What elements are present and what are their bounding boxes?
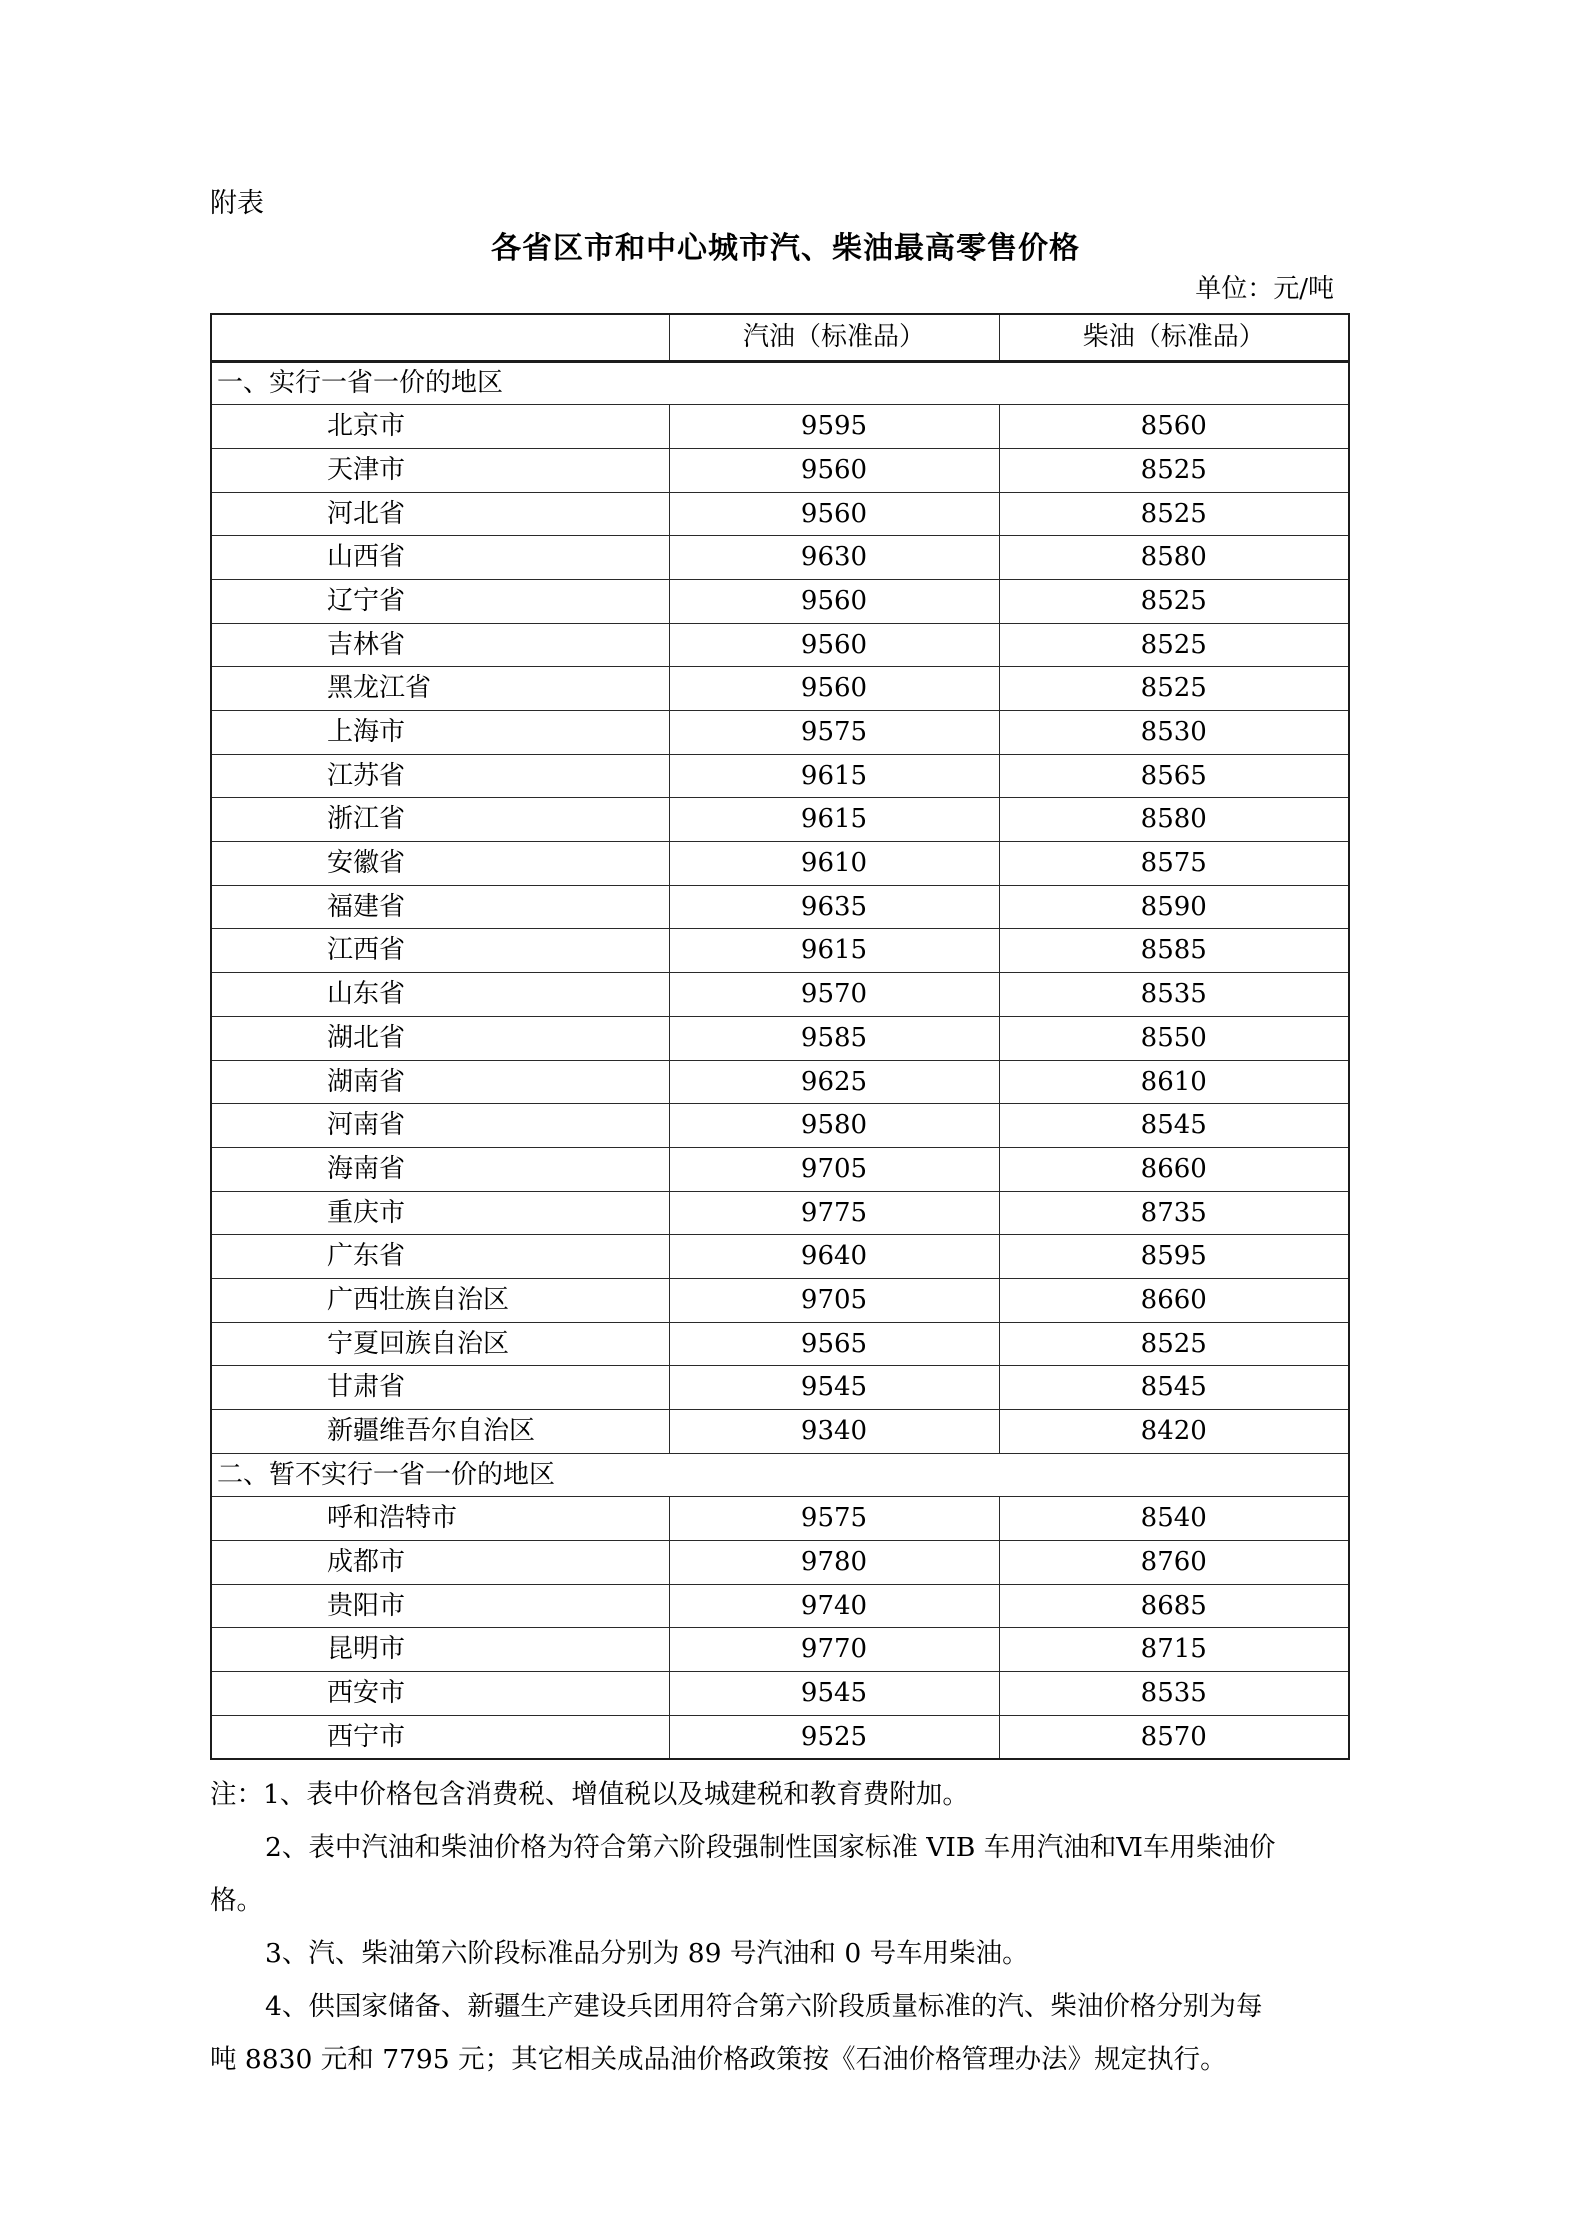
diesel-price-cell: 8580: [999, 798, 1349, 842]
table-row: [211, 1278, 1349, 1322]
diesel-price-cell: 8525: [999, 579, 1349, 623]
diesel-price-cell: 8585: [999, 929, 1349, 973]
price-table-body: [211, 361, 1349, 1759]
diesel-price-cell: 8525: [999, 623, 1349, 667]
note-line: 4、供国家储备、新疆生产建设兵团用符合第六阶段质量标准的汽、柴油价格分别为每: [265, 1991, 1263, 2022]
diesel-price-cell: 8540: [999, 1497, 1349, 1541]
diesel-price-cell: 8525: [999, 667, 1349, 711]
note-line: 注：1、表中价格包含消费税、增值税以及城建税和教育费附加。: [210, 1779, 969, 1810]
diesel-price-cell: 8735: [999, 1191, 1349, 1235]
region-cell: 浙江省: [211, 798, 669, 842]
table-row: [211, 1410, 1349, 1454]
diesel-price-cell: 8545: [999, 1366, 1349, 1410]
gasoline-price-cell: 9615: [669, 754, 999, 798]
diesel-price-cell: 8545: [999, 1104, 1349, 1148]
notes: [210, 1768, 1460, 2086]
page-title: 各省区市和中心城市汽、柴油最高零售价格: [491, 231, 1080, 266]
gasoline-price-cell: 9770: [669, 1628, 999, 1672]
table-row: [211, 929, 1349, 973]
diesel-price-cell: 8525: [999, 492, 1349, 536]
region-cell: 上海市: [211, 711, 669, 755]
region-cell: 北京市: [211, 405, 669, 449]
section-header: 二、暂不实行一省一价的地区: [211, 1453, 1349, 1497]
note-line: 格。: [210, 1885, 263, 1916]
table-row: [211, 885, 1349, 929]
region-cell: 安徽省: [211, 842, 669, 886]
table-row: [211, 973, 1349, 1017]
diesel-price-cell: 8570: [999, 1715, 1349, 1759]
gasoline-price-cell: 9525: [669, 1715, 999, 1759]
region-cell: 湖北省: [211, 1016, 669, 1060]
gasoline-price-cell: 9585: [669, 1016, 999, 1060]
region-cell: 甘肃省: [211, 1366, 669, 1410]
table-row: [211, 842, 1349, 886]
appendix-label: 附表: [210, 188, 264, 219]
gasoline-price-cell: 9560: [669, 579, 999, 623]
region-cell: 重庆市: [211, 1191, 669, 1235]
gasoline-price-cell: 9615: [669, 798, 999, 842]
table-row: [211, 1104, 1349, 1148]
region-cell: 新疆维吾尔自治区: [211, 1410, 669, 1454]
gasoline-price-cell: 9560: [669, 448, 999, 492]
table-row: [211, 1628, 1349, 1672]
gasoline-price-cell: 9595: [669, 405, 999, 449]
table-row: [211, 667, 1349, 711]
region-cell: 山东省: [211, 973, 669, 1017]
diesel-price-cell: 8660: [999, 1147, 1349, 1191]
gasoline-price-cell: 9545: [669, 1366, 999, 1410]
diesel-price-cell: 8595: [999, 1235, 1349, 1279]
table-row: [211, 754, 1349, 798]
diesel-price-cell: 8715: [999, 1628, 1349, 1672]
diesel-price-cell: 8535: [999, 973, 1349, 1017]
gasoline-price-cell: 9560: [669, 623, 999, 667]
gasoline-price-cell: 9560: [669, 492, 999, 536]
gasoline-price-cell: 9545: [669, 1672, 999, 1716]
table-row: [211, 1016, 1349, 1060]
table-row: [211, 711, 1349, 755]
table-row: [211, 1366, 1349, 1410]
diesel-price-cell: 8525: [999, 1322, 1349, 1366]
table-row: [211, 492, 1349, 536]
section-header: 一、实行一省一价的地区: [211, 361, 1349, 405]
diesel-price-cell: 8535: [999, 1672, 1349, 1716]
gasoline-price-cell: 9575: [669, 711, 999, 755]
note-line: 2、表中汽油和柴油价格为符合第六阶段强制性国家标准 VIB 车用汽油和Ⅵ车用柴油价: [265, 1832, 1276, 1863]
region-cell: 河北省: [211, 492, 669, 536]
table-row: [211, 1322, 1349, 1366]
note-line: 吨 8830 元和 7795 元；其它相关成品油价格政策按《石油价格管理办法》规定执行。: [210, 2044, 1227, 2075]
gasoline-price-cell: 9775: [669, 1191, 999, 1235]
diesel-price-cell: 8550: [999, 1016, 1349, 1060]
region-cell: 昆明市: [211, 1628, 669, 1672]
diesel-price-cell: 8575: [999, 842, 1349, 886]
region-cell: 江西省: [211, 929, 669, 973]
diesel-price-cell: 8560: [999, 405, 1349, 449]
diesel-price-cell: 8660: [999, 1278, 1349, 1322]
table-row: [211, 798, 1349, 842]
gasoline-price-cell: 9610: [669, 842, 999, 886]
region-cell: 黑龙江省: [211, 667, 669, 711]
diesel-price-cell: 8420: [999, 1410, 1349, 1454]
region-cell: 吉林省: [211, 623, 669, 667]
table-row: [211, 536, 1349, 580]
table-row: [211, 1147, 1349, 1191]
region-cell: 广西壮族自治区: [211, 1278, 669, 1322]
table-row: [211, 1672, 1349, 1716]
table-row: [211, 1191, 1349, 1235]
region-cell: 贵阳市: [211, 1584, 669, 1628]
region-cell: 西宁市: [211, 1715, 669, 1759]
header-row: [211, 314, 1349, 361]
gasoline-price-cell: 9630: [669, 536, 999, 580]
table-row: [211, 1235, 1349, 1279]
note-line: 3、汽、柴油第六阶段标准品分别为 89 号汽油和 0 号车用柴油。: [265, 1938, 1029, 1969]
table-row: [211, 448, 1349, 492]
diesel-price-cell: 8580: [999, 536, 1349, 580]
gasoline-price-cell: 9570: [669, 973, 999, 1017]
table-row: [211, 405, 1349, 449]
table-row: [211, 1584, 1349, 1628]
diesel-price-cell: 8685: [999, 1584, 1349, 1628]
gasoline-price-cell: 9705: [669, 1147, 999, 1191]
table-row: [211, 1497, 1349, 1541]
diesel-price-cell: 8760: [999, 1541, 1349, 1585]
region-cell: 山西省: [211, 536, 669, 580]
price-table: [210, 313, 1350, 1760]
diesel-price-cell: 8525: [999, 448, 1349, 492]
region-cell: 宁夏回族自治区: [211, 1322, 669, 1366]
region-cell: 广东省: [211, 1235, 669, 1279]
gasoline-column-header: 汽油（标准品）: [669, 314, 999, 361]
unit-label: 单位：元/吨: [1195, 274, 1334, 304]
gasoline-price-cell: 9560: [669, 667, 999, 711]
region-cell: 辽宁省: [211, 579, 669, 623]
region-cell: 天津市: [211, 448, 669, 492]
region-cell: 福建省: [211, 885, 669, 929]
gasoline-price-cell: 9740: [669, 1584, 999, 1628]
diesel-price-cell: 8610: [999, 1060, 1349, 1104]
table-row: [211, 1541, 1349, 1585]
table-row: [211, 1715, 1349, 1759]
gasoline-price-cell: 9615: [669, 929, 999, 973]
gasoline-price-cell: 9640: [669, 1235, 999, 1279]
gasoline-price-cell: 9780: [669, 1541, 999, 1585]
gasoline-price-cell: 9575: [669, 1497, 999, 1541]
diesel-price-cell: 8530: [999, 711, 1349, 755]
gasoline-price-cell: 9580: [669, 1104, 999, 1148]
gasoline-price-cell: 9705: [669, 1278, 999, 1322]
section-header-row: [211, 361, 1349, 405]
region-cell: 成都市: [211, 1541, 669, 1585]
table-row: [211, 579, 1349, 623]
diesel-price-cell: 8590: [999, 885, 1349, 929]
region-cell: 河南省: [211, 1104, 669, 1148]
region-cell: 西安市: [211, 1672, 669, 1716]
gasoline-price-cell: 9565: [669, 1322, 999, 1366]
region-cell: 呼和浩特市: [211, 1497, 669, 1541]
gasoline-price-cell: 9340: [669, 1410, 999, 1454]
gasoline-price-cell: 9635: [669, 885, 999, 929]
region-cell: 海南省: [211, 1147, 669, 1191]
gasoline-price-cell: 9625: [669, 1060, 999, 1104]
region-cell: 江苏省: [211, 754, 669, 798]
diesel-column-header: 柴油（标准品）: [999, 314, 1349, 361]
region-cell: 湖南省: [211, 1060, 669, 1104]
corner-cell: [211, 314, 669, 361]
diesel-price-cell: 8565: [999, 754, 1349, 798]
table-row: [211, 623, 1349, 667]
section-header-row: [211, 1453, 1349, 1497]
table-row: [211, 1060, 1349, 1104]
